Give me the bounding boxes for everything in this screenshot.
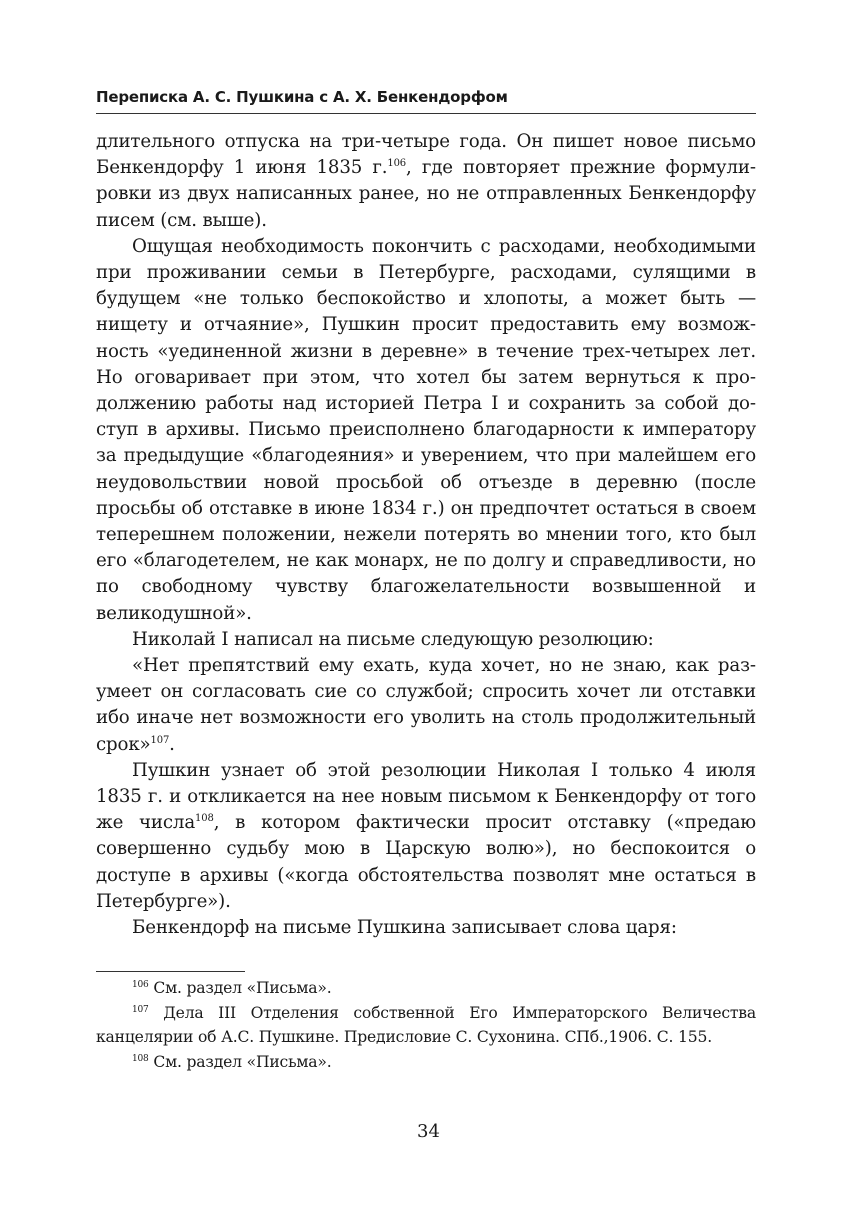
running-header: Переписка А. С. Пушкина с А. Х. Бенкендорфом — [96, 88, 508, 106]
paragraph-2: Ощущая необходимость покончить с расходами, необходимыми при проживании семьи в Петербурге, расходами, сулящими в будущем «не только беспокойство и хлопоты, а может быть — нищету и отчаяние», Пушкин просит предоставить ему возможность «уединенной жизни в деревне» в течение трех-четырех лет. Но оговаривает при этом, что хотел бы затем вернуться к продолжению работы над историей Петра I и сохранить за собой доступ в архивы. Письмо преисполнено благодарности к императору за предыдущие «благодеяния» и уверением, что при малейшем его неудовольствии новой просьбой об отъезде в деревню (после просьбы об отставке в июне 1834 г.) он предпочтет остаться в своем теперешнем положении, нежели потерять во мнении того, кто был его «благодетелем, не как монарх, не по долгу и справедливости, но по свободному чувству благожелательности возвышенной и великодушной». — [96, 235, 756, 624]
footnotes — [96, 976, 756, 1074]
paragraph-text: , где повторяет прежние формулировки из двух написанных ранее, но не отправленных Бенкендорфу писем (см. выше). — [96, 157, 756, 231]
paragraph-3: Николай I написал на письме следующую резолюцию: — [132, 628, 654, 650]
footnote-ref-108[interactable]: 108 — [195, 813, 214, 825]
footnote-number: 106 — [132, 980, 149, 990]
paragraph-text: длительного отпуска на три-четыре года. Он пишет новое письмо Бенкендорфу 1 июня 1835 г. — [96, 131, 756, 179]
footnote-107 — [96, 1001, 756, 1050]
footnote-number: 107 — [132, 1004, 149, 1015]
paragraph-text: . — [169, 733, 175, 755]
paragraph-4-quote — [96, 653, 756, 758]
paragraph-text: , в котором фактически просит отставку («предаю совершенно судьбу мою в Царскую волю»), но беспокоится о доступе в архивы («когда обстоятельства позволят мне остаться в Петербурге»). — [96, 812, 756, 912]
footnote-ref-107[interactable]: 107 — [150, 734, 170, 746]
footnote-text: См. раздел «Письма». — [148, 1052, 332, 1071]
paragraph-1 — [96, 129, 756, 234]
paragraph-5 — [96, 758, 756, 915]
paragraph-text: «Нет препятствий ему ехать, куда хочет, но не знаю, как разумеет он согласовать сие со службой; спросить хочет ли отставки ибо иначе нет возможности его уволить на столь продолжительный срок» — [96, 655, 756, 755]
footnote-text: Дела III Отделения собственной Его Императорского Величества канцелярии об А.С. Пушкине. Предисловие С. Сухонина. СПб.,1906. С. 155. — [96, 1003, 756, 1046]
footnote-108 — [96, 1050, 756, 1075]
footnote-106 — [96, 976, 756, 1001]
footnote-text: См. раздел «Письма». — [148, 979, 332, 997]
footnote-number: 108 — [132, 1053, 149, 1064]
paragraph-6: Бенкендорф на письме Пушкина записывает слова царя: — [132, 917, 677, 939]
main-text — [96, 129, 756, 941]
footnote-divider — [96, 971, 245, 972]
paragraph-text: Пушкин узнает об этой резолюции Николая I только 4 июля 1835 г. и откликается на нее новым письмом к Бенкендорфу от того же числа — [96, 759, 756, 834]
header-divider — [96, 113, 756, 114]
page-number: 34 — [417, 1121, 440, 1142]
footnote-ref-106[interactable]: 106 — [387, 158, 407, 170]
